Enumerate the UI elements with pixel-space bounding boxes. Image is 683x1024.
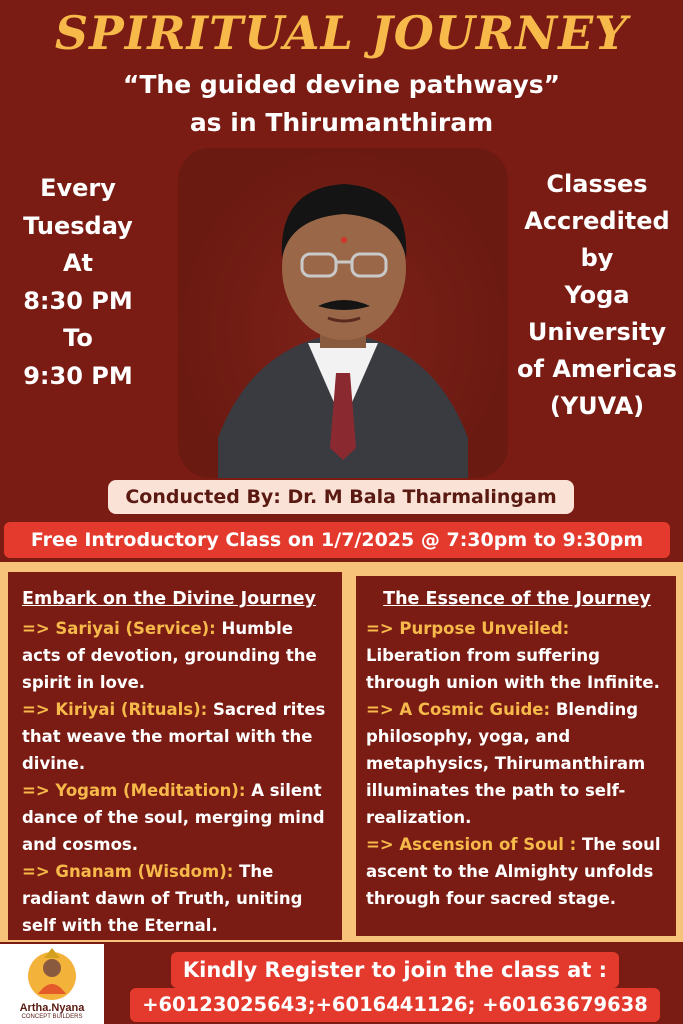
list-item xyxy=(366,615,668,696)
item-label: => Kiriyai (Rituals): xyxy=(22,700,208,719)
list-item xyxy=(22,696,332,777)
list-item xyxy=(366,696,668,831)
item-label: => Purpose Unveiled: xyxy=(366,619,570,638)
logo-name: Artha.Nyana xyxy=(19,1002,85,1014)
accreditation-line: by xyxy=(580,244,614,272)
divine-journey-panel xyxy=(8,572,342,940)
conducted-by-banner: Conducted By: Dr. M Bala Tharmalingam xyxy=(108,480,574,514)
accreditation-line: University xyxy=(527,318,667,346)
item-text: The radiant dawn of Truth, uniting self with the Eternal. xyxy=(22,862,303,935)
accreditation-line: (YUVA) xyxy=(549,392,645,420)
item-text: The soul ascent to the Almighty unfolds through four sacred stage. xyxy=(366,835,661,908)
essence-panel xyxy=(356,576,676,936)
panel-heading: Embark on the Divine Journey xyxy=(22,589,316,609)
instructor-photo xyxy=(178,148,508,478)
item-label: => A Cosmic Guide: xyxy=(366,700,551,719)
list-item xyxy=(366,831,668,912)
item-text: Blending philosophy, yoga, and metaphysics, Thirumanthiram illuminates the path to self-realization. xyxy=(366,700,646,827)
panel-heading: The Essence of the Journey xyxy=(383,589,651,609)
schedule-line: Every xyxy=(40,174,116,202)
deity-icon xyxy=(0,944,104,1004)
item-text: A silent dance of the soul, merging mind and cosmos. xyxy=(22,781,325,854)
accreditation-line: Accredited xyxy=(524,207,670,235)
list-item xyxy=(22,777,332,858)
item-label: => Yogam (Meditation): xyxy=(22,781,246,800)
subtitle xyxy=(0,66,683,142)
schedule-block xyxy=(8,170,148,395)
accreditation-line: of Americas xyxy=(517,355,677,383)
item-label: => Gnanam (Wisdom): xyxy=(22,862,234,881)
item-text: Sacred rites that weave the mortal with the divine. xyxy=(22,700,326,773)
schedule-line: At xyxy=(62,249,94,277)
schedule-line: 9:30 PM xyxy=(23,361,133,390)
subtitle-line-1: “The guided devine pathways” xyxy=(122,70,561,99)
item-label: => Sariyai (Service): xyxy=(22,619,216,638)
list-item xyxy=(22,615,332,696)
accreditation-block xyxy=(512,166,682,425)
item-text: Humble acts of devotion, grounding the spirit in love. xyxy=(22,619,317,692)
list-item xyxy=(22,858,332,939)
page-title: SPIRITUAL JOURNEY xyxy=(54,6,629,60)
free-class-banner: Free Introductory Class on 1/7/2025 @ 7:30pm to 9:30pm xyxy=(4,522,670,558)
register-prompt: Kindly Register to join the class at : xyxy=(171,952,619,988)
subtitle-line-2: as in Thirumanthiram xyxy=(189,108,494,137)
schedule-line: 8:30 PM xyxy=(23,286,133,315)
item-text: Liberation from suffering through union with the Infinite. xyxy=(366,646,660,692)
accreditation-line: Yoga xyxy=(564,281,630,309)
schedule-line: To xyxy=(63,324,93,352)
contact-numbers: +60123025643;+6016441126; +60163679638 xyxy=(130,988,660,1022)
logo-tagline: CONCEPT BUILDERS xyxy=(21,1014,83,1020)
item-label: => Ascension of Soul : xyxy=(366,835,577,854)
accreditation-line: Classes xyxy=(546,170,648,198)
schedule-line: Tuesday xyxy=(23,211,133,240)
register-banner xyxy=(112,948,678,1024)
